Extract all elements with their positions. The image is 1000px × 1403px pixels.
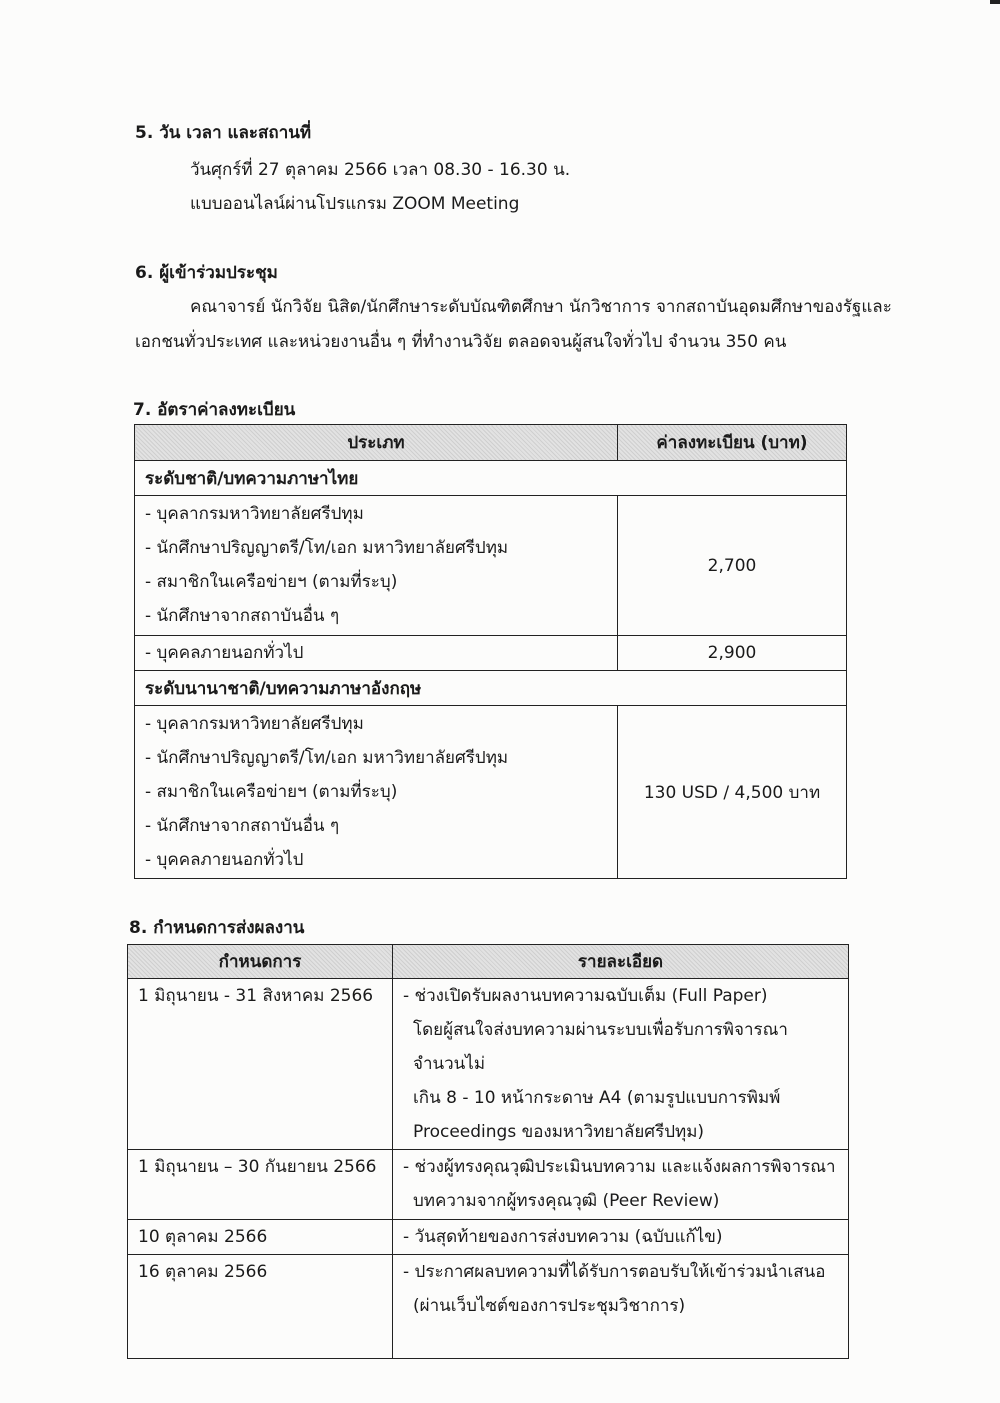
- schedule-date: 16 ตุลาคม 2566: [128, 1255, 393, 1359]
- detail-line: เกิน 8 - 10 หน้ากระดาษ A4 (ตามรูปแบบการพิมพ์: [413, 1088, 781, 1108]
- section6-heading: 6. ผู้เข้าร่วมประชุม: [135, 263, 278, 283]
- detail-line: - ช่วงผู้ทรงคุณวุฒิประเมินบทความ และแจ้งผลการพิจารณา: [403, 1157, 836, 1177]
- column-header-type: ประเภท: [135, 425, 618, 461]
- column-header-detail: รายละเอียด: [393, 945, 849, 979]
- detail-line: (ผ่านเว็บไซต์ของการประชุมวิชาการ): [413, 1296, 686, 1316]
- list-item: - บุคคลภายนอกทั่วไป: [145, 850, 304, 870]
- table-row: [135, 496, 847, 636]
- section6-line-1: คณาจารย์ นักวิจัย นิสิต/นักศึกษาระดับบัณฑิตศึกษา นักวิชาการ จากสถาบันอุดมศึกษาของรัฐและ: [190, 297, 892, 317]
- list-item: - บุคลากรมหาวิทยาลัยศรีปทุม: [145, 714, 364, 734]
- section7-heading: 7. อัตราค่าลงทะเบียน: [133, 400, 296, 420]
- list-item: - นักศึกษาจากสถาบันอื่น ๆ: [145, 816, 340, 836]
- scan-mark: [990, 0, 1000, 4]
- list-item: - นักศึกษาปริญญาตรี/โท/เอก มหาวิทยาลัยศรีปทุม: [145, 748, 509, 768]
- schedule-date: 1 มิถุนายน - 31 สิงหาคม 2566: [128, 979, 393, 1150]
- table-row: [135, 706, 847, 879]
- table-row: [128, 1220, 849, 1255]
- detail-line: โดยผู้สนใจส่งบทความผ่านระบบเพื่อรับการพิจารณา จำนวนไม่: [413, 1020, 788, 1074]
- detail-line: - ช่วงเปิดรับผลงานบทความฉบับเต็ม (Full Paper): [403, 986, 768, 1006]
- detail-line: Proceedings ของมหาวิทยาลัยศรีปทุม): [413, 1122, 705, 1142]
- registration-fee-table: [134, 424, 847, 879]
- detail-line: - ประกาศผลบทความที่ได้รับการตอบรับให้เข้าร่วมนำเสนอ: [403, 1262, 826, 1282]
- fee-value: 2,900: [618, 636, 847, 671]
- section8-heading: 8. กำหนดการส่งผลงาน: [129, 918, 305, 938]
- group-title-national: ระดับชาติ/บทความภาษาไทย: [135, 461, 847, 496]
- schedule-date: 10 ตุลาคม 2566: [128, 1220, 393, 1255]
- column-header-schedule: กำหนดการ: [128, 945, 393, 979]
- list-item: - สมาชิกในเครือข่ายฯ (ตามที่ระบุ): [145, 782, 398, 802]
- section5-line-1: วันศุกร์ที่ 27 ตุลาคม 2566 เวลา 08.30 - 16.30 น.: [190, 160, 571, 180]
- detail-line: บทความจากผู้ทรงคุณวุฒิ (Peer Review): [413, 1191, 720, 1211]
- table-row: [128, 979, 849, 1150]
- submission-schedule-table: [127, 944, 849, 1359]
- fee-value: 130 USD / 4,500 บาท: [618, 706, 847, 879]
- column-header-fee: ค่าลงทะเบียน (บาท): [618, 425, 847, 461]
- table-row: [128, 1255, 849, 1359]
- detail-line: - วันสุดท้ายของการส่งบทความ (ฉบับแก้ไข): [403, 1227, 723, 1247]
- list-item: - นักศึกษาจากสถาบันอื่น ๆ: [145, 606, 340, 626]
- list-item: - นักศึกษาปริญญาตรี/โท/เอก มหาวิทยาลัยศรีปทุม: [145, 538, 509, 558]
- group-title-international: ระดับนานาชาติ/บทความภาษาอังกฤษ: [135, 671, 847, 706]
- schedule-date: 1 มิถุนายน – 30 กันยายน 2566: [128, 1150, 393, 1220]
- list-item: - บุคคลภายนอกทั่วไป: [145, 643, 304, 663]
- list-item: - บุคลากรมหาวิทยาลัยศรีปทุม: [145, 504, 364, 524]
- fee-value: 2,700: [618, 496, 847, 636]
- table-row: [128, 1150, 849, 1220]
- section5-heading: 5. วัน เวลา และสถานที่: [135, 123, 312, 143]
- list-item: - สมาชิกในเครือข่ายฯ (ตามที่ระบุ): [145, 572, 398, 592]
- section6-line-2: เอกชนทั่วประเทศ และหน่วยงานอื่น ๆ ที่ทำงานวิจัย ตลอดจนผู้สนใจทั่วไป จำนวน 350 คน: [135, 332, 787, 352]
- section5-line-2: แบบออนไลน์ผ่านโปรแกรม ZOOM Meeting: [190, 194, 520, 214]
- table-row: [135, 636, 847, 671]
